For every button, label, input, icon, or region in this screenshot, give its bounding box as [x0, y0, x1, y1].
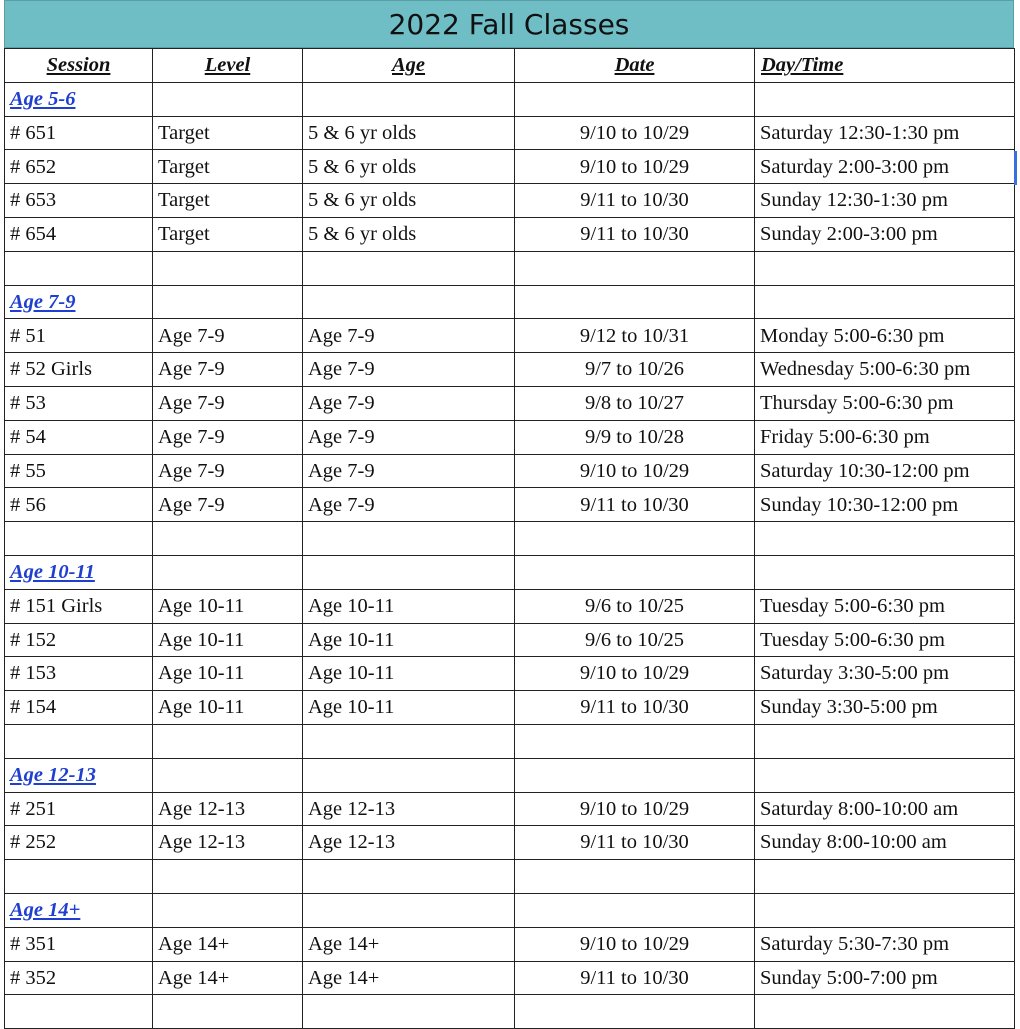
level-cell[interactable]: Age 7-9	[153, 353, 303, 387]
table-row	[5, 488, 1015, 522]
empty-cell-age[interactable]	[303, 82, 515, 116]
empty-cell-session[interactable]	[5, 251, 153, 285]
daytime-cell[interactable]: Saturday 8:00-10:00 am	[755, 792, 1015, 826]
age-cell[interactable]: 5 & 6 yr olds	[303, 217, 515, 251]
level-cell[interactable]: Age 12-13	[153, 826, 303, 860]
daytime-cell[interactable]: Sunday 3:30-5:00 pm	[755, 691, 1015, 725]
level-cell[interactable]: Age 7-9	[153, 420, 303, 454]
age-cell[interactable]: Age 12-13	[303, 826, 515, 860]
date-cell[interactable]: 9/10 to 10/29	[515, 657, 755, 691]
empty-cell-level[interactable]	[153, 555, 303, 589]
sheet-title: 2022 Fall Classes	[4, 0, 1014, 48]
date-cell[interactable]: 9/6 to 10/25	[515, 589, 755, 623]
date-cell[interactable]: 9/9 to 10/28	[515, 420, 755, 454]
table-row	[5, 792, 1015, 826]
group-link[interactable]: Age 5-6	[10, 87, 76, 110]
spacer-row	[5, 724, 1015, 758]
session-cell[interactable]: # 51	[5, 319, 153, 353]
date-cell[interactable]: 9/12 to 10/31	[515, 319, 755, 353]
group-link[interactable]: Age 10-11	[10, 561, 95, 584]
empty-cell-level[interactable]	[153, 724, 303, 758]
empty-cell-date[interactable]	[515, 251, 755, 285]
empty-cell-age[interactable]	[303, 251, 515, 285]
empty-cell-date[interactable]	[515, 522, 755, 556]
empty-cell-session[interactable]	[5, 860, 153, 894]
classes-table	[4, 48, 1015, 1029]
date-cell[interactable]: 9/7 to 10/26	[515, 353, 755, 387]
header-daytime[interactable]: Day/Time	[755, 49, 1015, 83]
empty-cell-daytime[interactable]	[755, 860, 1015, 894]
age-cell[interactable]: Age 7-9	[303, 353, 515, 387]
session-cell[interactable]: # 56	[5, 488, 153, 522]
table-row	[5, 217, 1015, 251]
session-cell[interactable]: # 154	[5, 691, 153, 725]
empty-cell-date[interactable]	[515, 758, 755, 792]
table-row	[5, 657, 1015, 691]
empty-cell-daytime[interactable]	[755, 724, 1015, 758]
empty-cell-date[interactable]	[515, 555, 755, 589]
age-cell[interactable]: Age 10-11	[303, 691, 515, 725]
empty-cell-level[interactable]	[153, 82, 303, 116]
group-link[interactable]: Age 7-9	[10, 290, 76, 313]
empty-cell-date[interactable]	[515, 82, 755, 116]
level-cell[interactable]: Target	[153, 116, 303, 150]
daytime-cell[interactable]: Saturday 5:30-7:30 pm	[755, 927, 1015, 961]
age-cell[interactable]: Age 14+	[303, 961, 515, 995]
level-cell[interactable]: Target	[153, 217, 303, 251]
age-cell[interactable]: 5 & 6 yr olds	[303, 184, 515, 218]
empty-cell-daytime[interactable]	[755, 555, 1015, 589]
empty-cell-date[interactable]	[515, 893, 755, 927]
header-level[interactable]: Level	[153, 49, 303, 83]
session-cell[interactable]: # 53	[5, 386, 153, 420]
level-cell[interactable]: Age 10-11	[153, 623, 303, 657]
header-date[interactable]: Date	[515, 49, 755, 83]
table-row	[5, 623, 1015, 657]
session-cell[interactable]: # 52 Girls	[5, 353, 153, 387]
age-cell[interactable]: Age 7-9	[303, 454, 515, 488]
level-cell[interactable]: Age 12-13	[153, 792, 303, 826]
empty-cell-level[interactable]	[153, 285, 303, 319]
empty-cell-daytime[interactable]	[755, 82, 1015, 116]
table-row	[5, 927, 1015, 961]
age-cell[interactable]: Age 7-9	[303, 420, 515, 454]
level-cell[interactable]: Age 10-11	[153, 691, 303, 725]
session-cell[interactable]: # 151 Girls	[5, 589, 153, 623]
level-cell[interactable]: Age 10-11	[153, 589, 303, 623]
session-cell[interactable]: # 252	[5, 826, 153, 860]
daytime-cell[interactable]: Sunday 2:00-3:00 pm	[755, 217, 1015, 251]
level-cell[interactable]: Age 7-9	[153, 319, 303, 353]
daytime-cell[interactable]: Wednesday 5:00-6:30 pm	[755, 353, 1015, 387]
daytime-cell[interactable]: Tuesday 5:00-6:30 pm	[755, 589, 1015, 623]
level-cell[interactable]: Age 10-11	[153, 657, 303, 691]
session-cell[interactable]: # 654	[5, 217, 153, 251]
table-row	[5, 386, 1015, 420]
session-cell[interactable]: # 652	[5, 150, 153, 184]
session-cell[interactable]: # 351	[5, 927, 153, 961]
age-cell[interactable]: Age 7-9	[303, 319, 515, 353]
table-row	[5, 150, 1015, 184]
daytime-cell[interactable]: Monday 5:00-6:30 pm	[755, 319, 1015, 353]
date-cell[interactable]: 9/11 to 10/30	[515, 691, 755, 725]
daytime-cell[interactable]: Sunday 12:30-1:30 pm	[755, 184, 1015, 218]
spacer-row	[5, 251, 1015, 285]
age-cell[interactable]: Age 12-13	[303, 792, 515, 826]
level-cell[interactable]: Age 14+	[153, 927, 303, 961]
level-cell[interactable]: Target	[153, 150, 303, 184]
table-row	[5, 319, 1015, 353]
age-cell[interactable]: Age 14+	[303, 927, 515, 961]
empty-cell-date[interactable]	[515, 285, 755, 319]
empty-cell-daytime[interactable]	[755, 285, 1015, 319]
level-cell[interactable]: Target	[153, 184, 303, 218]
daytime-cell[interactable]: Saturday 2:00-3:00 pm	[755, 150, 1015, 184]
empty-cell-age[interactable]	[303, 724, 515, 758]
empty-cell-daytime[interactable]	[755, 758, 1015, 792]
group-header-row	[5, 893, 1015, 927]
empty-cell-daytime[interactable]	[755, 251, 1015, 285]
empty-cell-level[interactable]	[153, 758, 303, 792]
daytime-cell[interactable]: Thursday 5:00-6:30 pm	[755, 386, 1015, 420]
session-cell[interactable]: # 651	[5, 116, 153, 150]
table-row	[5, 589, 1015, 623]
age-cell[interactable]: Age 10-11	[303, 623, 515, 657]
session-cell[interactable]: # 153	[5, 657, 153, 691]
date-cell[interactable]: 9/11 to 10/30	[515, 184, 755, 218]
group-header-row	[5, 555, 1015, 589]
table-row	[5, 184, 1015, 218]
table-row	[5, 353, 1015, 387]
daytime-cell[interactable]: Sunday 10:30-12:00 pm	[755, 488, 1015, 522]
date-cell[interactable]: 9/10 to 10/29	[515, 150, 755, 184]
daytime-cell[interactable]: Sunday 8:00-10:00 am	[755, 826, 1015, 860]
age-cell[interactable]: Age 10-11	[303, 657, 515, 691]
table-row	[5, 961, 1015, 995]
age-cell[interactable]: 5 & 6 yr olds	[303, 116, 515, 150]
session-cell[interactable]: # 54	[5, 420, 153, 454]
age-cell[interactable]: Age 10-11	[303, 589, 515, 623]
empty-cell-level[interactable]	[153, 893, 303, 927]
empty-cell-level[interactable]	[153, 522, 303, 556]
empty-cell-date[interactable]	[515, 860, 755, 894]
empty-cell-age[interactable]	[303, 555, 515, 589]
date-cell[interactable]: 9/10 to 10/29	[515, 454, 755, 488]
empty-cell-age[interactable]	[303, 758, 515, 792]
empty-cell-age[interactable]	[303, 860, 515, 894]
date-cell[interactable]: 9/10 to 10/29	[515, 927, 755, 961]
daytime-cell[interactable]: Friday 5:00-6:30 pm	[755, 420, 1015, 454]
date-cell[interactable]: 9/6 to 10/25	[515, 623, 755, 657]
cell-selection-marker	[1014, 151, 1017, 185]
group-link[interactable]: Age 14+	[10, 899, 81, 922]
table-row	[5, 420, 1015, 454]
level-cell[interactable]: Age 7-9	[153, 386, 303, 420]
header-session[interactable]: Session	[5, 49, 153, 83]
date-cell[interactable]: 9/11 to 10/30	[515, 961, 755, 995]
session-cell[interactable]: # 152	[5, 623, 153, 657]
table-row	[5, 454, 1015, 488]
empty-cell-daytime[interactable]	[755, 522, 1015, 556]
table-row	[5, 826, 1015, 860]
session-cell[interactable]: # 251	[5, 792, 153, 826]
level-cell[interactable]: Age 7-9	[153, 488, 303, 522]
session-cell[interactable]: # 55	[5, 454, 153, 488]
empty-cell-age[interactable]	[303, 285, 515, 319]
empty-cell-level[interactable]	[153, 860, 303, 894]
date-cell[interactable]: 9/11 to 10/30	[515, 826, 755, 860]
group-label-cell[interactable]	[5, 555, 153, 589]
empty-cell-daytime[interactable]	[755, 893, 1015, 927]
group-link[interactable]: Age 12-13	[10, 763, 96, 786]
date-cell[interactable]: 9/10 to 10/29	[515, 792, 755, 826]
session-cell[interactable]: # 352	[5, 961, 153, 995]
empty-cell-age[interactable]	[303, 893, 515, 927]
empty-cell-level[interactable]	[153, 251, 303, 285]
daytime-cell[interactable]: Sunday 5:00-7:00 pm	[755, 961, 1015, 995]
daytime-cell[interactable]: Saturday 10:30-12:00 pm	[755, 454, 1015, 488]
spacer-row	[5, 522, 1015, 556]
empty-cell-session[interactable]	[5, 724, 153, 758]
age-cell[interactable]: 5 & 6 yr olds	[303, 150, 515, 184]
age-cell[interactable]: Age 7-9	[303, 488, 515, 522]
age-cell[interactable]: Age 7-9	[303, 386, 515, 420]
header-age[interactable]: Age	[303, 49, 515, 83]
date-cell[interactable]: 9/11 to 10/30	[515, 488, 755, 522]
group-header-row	[5, 758, 1015, 792]
date-cell[interactable]: 9/11 to 10/30	[515, 217, 755, 251]
daytime-cell[interactable]: Tuesday 5:00-6:30 pm	[755, 623, 1015, 657]
spacer-row	[5, 860, 1015, 894]
date-cell[interactable]: 9/8 to 10/27	[515, 386, 755, 420]
session-cell[interactable]: # 653	[5, 184, 153, 218]
empty-cell-session[interactable]	[5, 522, 153, 556]
level-cell[interactable]: Age 14+	[153, 961, 303, 995]
table-row	[5, 116, 1015, 150]
daytime-cell[interactable]: Saturday 12:30-1:30 pm	[755, 116, 1015, 150]
daytime-cell[interactable]: Saturday 3:30-5:00 pm	[755, 657, 1015, 691]
level-cell[interactable]: Age 7-9	[153, 454, 303, 488]
empty-cell-date[interactable]	[515, 724, 755, 758]
header-row	[5, 49, 1015, 83]
group-header-row	[5, 82, 1015, 116]
group-header-row	[5, 285, 1015, 319]
date-cell[interactable]: 9/10 to 10/29	[515, 116, 755, 150]
group-label-cell[interactable]	[5, 285, 153, 319]
group-label-cell[interactable]	[5, 893, 153, 927]
group-label-cell[interactable]	[5, 758, 153, 792]
empty-cell-age[interactable]	[303, 522, 515, 556]
group-label-cell[interactable]	[5, 82, 153, 116]
table-row	[5, 691, 1015, 725]
